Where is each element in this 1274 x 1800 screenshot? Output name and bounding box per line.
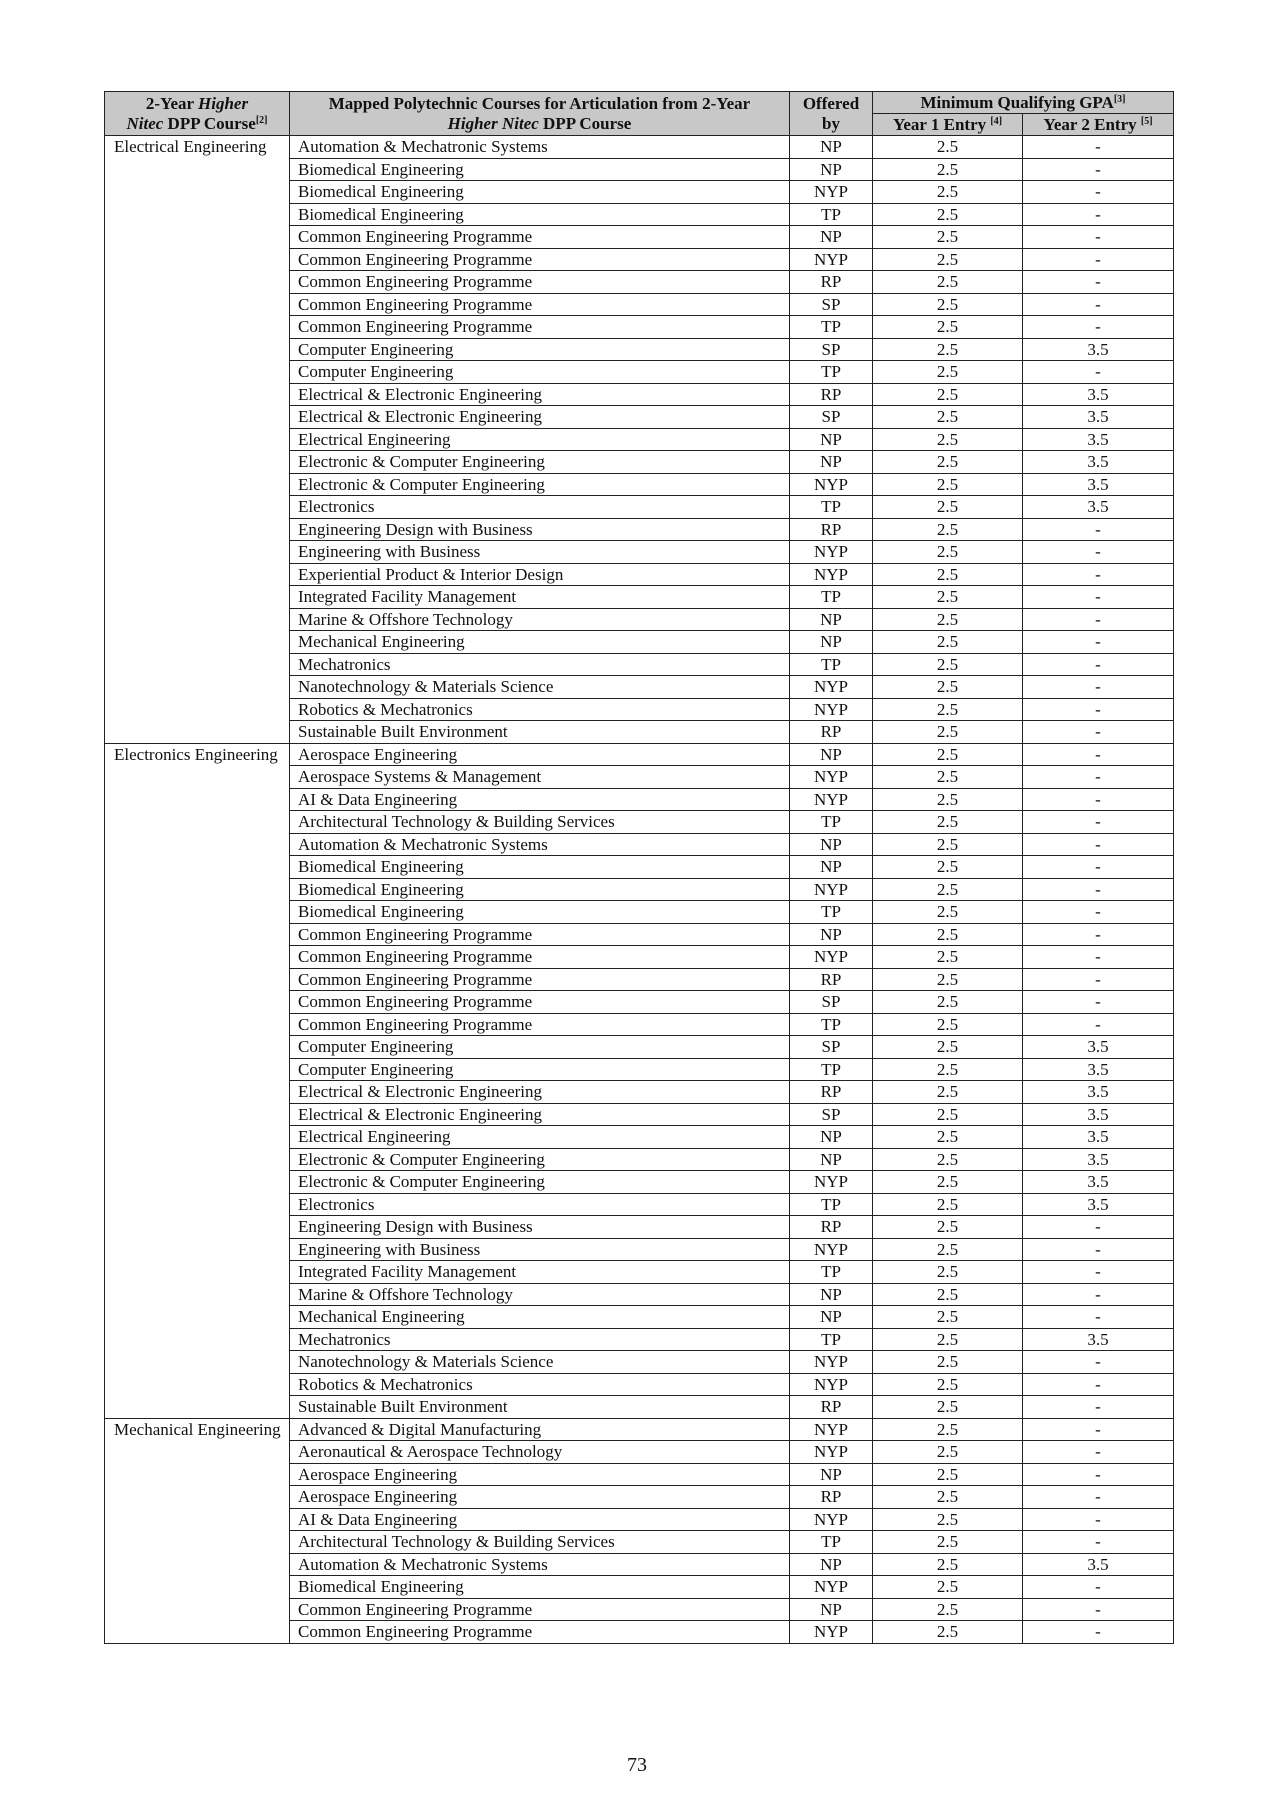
year1-gpa-cell: 2.5 [873,496,1023,519]
year1-gpa-cell: 2.5 [873,1508,1023,1531]
offered-by-cell: NP [790,226,873,249]
mapped-course-cell: Mechatronics [290,653,790,676]
offered-by-cell: NP [790,923,873,946]
offered-by-cell: NYP [790,1238,873,1261]
mapped-course-cell: Electrical & Electronic Engineering [290,1103,790,1126]
year2-gpa-cell: - [1023,1508,1174,1531]
year2-gpa-cell: - [1023,1216,1174,1239]
year1-gpa-cell: 2.5 [873,1283,1023,1306]
offered-by-cell: TP [790,361,873,384]
dpp-course-cell: Electronics Engineering [105,743,290,1418]
year1-gpa-cell: 2.5 [873,833,1023,856]
year1-gpa-cell: 2.5 [873,293,1023,316]
year1-gpa-cell: 2.5 [873,563,1023,586]
offered-by-cell: SP [790,1103,873,1126]
offered-by-cell: TP [790,1261,873,1284]
year1-gpa-cell: 2.5 [873,856,1023,879]
mapped-course-cell: Common Engineering Programme [290,1621,790,1644]
year2-gpa-cell: - [1023,1531,1174,1554]
year1-gpa-cell: 2.5 [873,901,1023,924]
offered-by-cell: NP [790,743,873,766]
year1-gpa-cell: 2.5 [873,473,1023,496]
table-row [105,136,1174,159]
mapped-course-cell: Common Engineering Programme [290,226,790,249]
offered-by-cell: NP [790,833,873,856]
year2-gpa-cell: 3.5 [1023,451,1174,474]
offered-by-cell: RP [790,271,873,294]
mapped-course-cell: Architectural Technology & Building Services [290,811,790,834]
year2-gpa-cell: 3.5 [1023,1058,1174,1081]
mapped-course-cell: Electronic & Computer Engineering [290,1148,790,1171]
year2-gpa-cell: - [1023,1441,1174,1464]
mapped-course-cell: Marine & Offshore Technology [290,608,790,631]
year1-gpa-cell: 2.5 [873,1216,1023,1239]
offered-by-cell: NP [790,1148,873,1171]
year1-gpa-cell: 2.5 [873,338,1023,361]
year2-gpa-cell: 3.5 [1023,1036,1174,1059]
mapped-course-cell: Automation & Mechatronic Systems [290,136,790,159]
mapped-course-cell: Engineering Design with Business [290,518,790,541]
mapped-course-cell: Computer Engineering [290,338,790,361]
offered-by-cell: NYP [790,676,873,699]
offered-by-cell: RP [790,1396,873,1419]
year2-gpa-cell: - [1023,878,1174,901]
offered-by-cell: NYP [790,248,873,271]
offered-by-cell: NP [790,1306,873,1329]
mapped-course-cell: Common Engineering Programme [290,1598,790,1621]
year2-gpa-cell: - [1023,293,1174,316]
year2-gpa-cell: - [1023,361,1174,384]
mapped-course-cell: Sustainable Built Environment [290,1396,790,1419]
mapped-course-cell: Aerospace Systems & Management [290,766,790,789]
year1-gpa-cell: 2.5 [873,1531,1023,1554]
year1-gpa-cell: 2.5 [873,1486,1023,1509]
year2-gpa-cell: - [1023,1396,1174,1419]
mapped-course-cell: Biomedical Engineering [290,1576,790,1599]
mapped-course-cell: Aeronautical & Aerospace Technology [290,1441,790,1464]
offered-by-cell: NP [790,1283,873,1306]
offered-by-cell: RP [790,1486,873,1509]
year2-gpa-cell: - [1023,136,1174,159]
year2-gpa-cell: - [1023,968,1174,991]
mapped-course-cell: Biomedical Engineering [290,203,790,226]
offered-by-cell: TP [790,1531,873,1554]
year2-gpa-cell: - [1023,1486,1174,1509]
offered-by-cell: NP [790,631,873,654]
year2-gpa-cell: 3.5 [1023,473,1174,496]
year1-gpa-cell: 2.5 [873,181,1023,204]
table-row [105,743,1174,766]
offered-by-cell: SP [790,406,873,429]
year1-gpa-cell: 2.5 [873,518,1023,541]
header-offered-by: Offered by [790,92,873,136]
year1-gpa-cell: 2.5 [873,136,1023,159]
year2-gpa-cell: - [1023,1373,1174,1396]
offered-by-cell: NP [790,856,873,879]
mapped-course-cell: Electrical Engineering [290,428,790,451]
dpp-course-cell: Electrical Engineering [105,136,290,744]
offered-by-cell: SP [790,338,873,361]
mapped-course-cell: Biomedical Engineering [290,158,790,181]
mapped-course-cell: Architectural Technology & Building Services [290,1531,790,1554]
offered-by-cell: SP [790,1036,873,1059]
year2-gpa-cell: 3.5 [1023,1148,1174,1171]
mapped-course-cell: Electronic & Computer Engineering [290,473,790,496]
year1-gpa-cell: 2.5 [873,1441,1023,1464]
mapped-course-cell: Engineering with Business [290,1238,790,1261]
mapped-course-cell: Mechanical Engineering [290,1306,790,1329]
offered-by-cell: NP [790,158,873,181]
year2-gpa-cell: - [1023,203,1174,226]
year2-gpa-cell: - [1023,316,1174,339]
year1-gpa-cell: 2.5 [873,271,1023,294]
mapped-course-cell: Robotics & Mechatronics [290,1373,790,1396]
header-mapped-courses: Mapped Polytechnic Courses for Articulation from 2-Year Higher Nitec DPP Course [290,92,790,136]
year1-gpa-cell: 2.5 [873,316,1023,339]
year1-gpa-cell: 2.5 [873,1013,1023,1036]
mapped-course-cell: Biomedical Engineering [290,901,790,924]
mapped-course-cell: Common Engineering Programme [290,316,790,339]
mapped-course-cell: Common Engineering Programme [290,293,790,316]
year1-gpa-cell: 2.5 [873,361,1023,384]
year1-gpa-cell: 2.5 [873,631,1023,654]
year1-gpa-cell: 2.5 [873,586,1023,609]
offered-by-cell: TP [790,586,873,609]
offered-by-cell: SP [790,991,873,1014]
mapped-course-cell: Aerospace Engineering [290,1463,790,1486]
year2-gpa-cell: - [1023,653,1174,676]
offered-by-cell: NYP [790,541,873,564]
mapped-course-cell: Computer Engineering [290,361,790,384]
year1-gpa-cell: 2.5 [873,1351,1023,1374]
mapped-course-cell: Biomedical Engineering [290,181,790,204]
mapped-course-cell: Electronics [290,496,790,519]
year1-gpa-cell: 2.5 [873,1171,1023,1194]
year1-gpa-cell: 2.5 [873,991,1023,1014]
year2-gpa-cell: - [1023,676,1174,699]
year1-gpa-cell: 2.5 [873,203,1023,226]
mapped-course-cell: Computer Engineering [290,1036,790,1059]
year1-gpa-cell: 2.5 [873,878,1023,901]
offered-by-cell: NP [790,428,873,451]
year2-gpa-cell: - [1023,1238,1174,1261]
year2-gpa-cell: - [1023,698,1174,721]
offered-by-cell: NYP [790,788,873,811]
year2-gpa-cell: - [1023,721,1174,744]
mapped-course-cell: Electrical & Electronic Engineering [290,383,790,406]
year1-gpa-cell: 2.5 [873,1306,1023,1329]
year2-gpa-cell: - [1023,1306,1174,1329]
mapped-course-cell: Electrical & Electronic Engineering [290,1081,790,1104]
year1-gpa-cell: 2.5 [873,1081,1023,1104]
offered-by-cell: SP [790,293,873,316]
year1-gpa-cell: 2.5 [873,1261,1023,1284]
year2-gpa-cell: 3.5 [1023,1126,1174,1149]
year1-gpa-cell: 2.5 [873,1193,1023,1216]
mapped-course-cell: Common Engineering Programme [290,248,790,271]
offered-by-cell: NP [790,1598,873,1621]
year1-gpa-cell: 2.5 [873,968,1023,991]
offered-by-cell: NP [790,608,873,631]
year2-gpa-cell: - [1023,1463,1174,1486]
mapped-course-cell: Common Engineering Programme [290,1013,790,1036]
year1-gpa-cell: 2.5 [873,1621,1023,1644]
mapped-course-cell: Experiential Product & Interior Design [290,563,790,586]
year2-gpa-cell: 3.5 [1023,1553,1174,1576]
offered-by-cell: TP [790,1058,873,1081]
mapped-course-cell: Aerospace Engineering [290,743,790,766]
year2-gpa-cell: - [1023,946,1174,969]
year1-gpa-cell: 2.5 [873,1328,1023,1351]
offered-by-cell: NYP [790,1508,873,1531]
page-number: 73 [627,1754,647,1776]
year1-gpa-cell: 2.5 [873,1238,1023,1261]
mapped-course-cell: Biomedical Engineering [290,856,790,879]
offered-by-cell: RP [790,1081,873,1104]
mapped-course-cell: Common Engineering Programme [290,991,790,1014]
mapped-course-cell: Sustainable Built Environment [290,721,790,744]
mapped-course-cell: Engineering Design with Business [290,1216,790,1239]
year1-gpa-cell: 2.5 [873,1418,1023,1441]
year2-gpa-cell: - [1023,271,1174,294]
year2-gpa-cell: - [1023,833,1174,856]
year2-gpa-cell: - [1023,811,1174,834]
offered-by-cell: RP [790,721,873,744]
offered-by-cell: RP [790,518,873,541]
year2-gpa-cell: - [1023,923,1174,946]
mapped-course-cell: Integrated Facility Management [290,586,790,609]
year1-gpa-cell: 2.5 [873,226,1023,249]
year2-gpa-cell: 3.5 [1023,1171,1174,1194]
offered-by-cell: NP [790,451,873,474]
year2-gpa-cell: 3.5 [1023,1193,1174,1216]
header-year2-entry: Year 2 Entry [5] [1023,114,1174,136]
year1-gpa-cell: 2.5 [873,451,1023,474]
mapped-course-cell: Common Engineering Programme [290,923,790,946]
year2-gpa-cell: - [1023,1351,1174,1374]
offered-by-cell: TP [790,203,873,226]
header-dpp-course: 2-Year Higher Nitec DPP Course[2] [105,92,290,136]
year1-gpa-cell: 2.5 [873,1148,1023,1171]
year2-gpa-cell: 3.5 [1023,338,1174,361]
year1-gpa-cell: 2.5 [873,1598,1023,1621]
year2-gpa-cell: - [1023,226,1174,249]
year2-gpa-cell: 3.5 [1023,406,1174,429]
year2-gpa-cell: 3.5 [1023,496,1174,519]
offered-by-cell: NYP [790,766,873,789]
offered-by-cell: TP [790,811,873,834]
year1-gpa-cell: 2.5 [873,653,1023,676]
table-body [105,136,1174,1644]
year2-gpa-cell: - [1023,181,1174,204]
offered-by-cell: NYP [790,1441,873,1464]
offered-by-cell: NYP [790,181,873,204]
year1-gpa-cell: 2.5 [873,1058,1023,1081]
year2-gpa-cell: 3.5 [1023,1328,1174,1351]
offered-by-cell: TP [790,1013,873,1036]
offered-by-cell: TP [790,1193,873,1216]
offered-by-cell: NP [790,1463,873,1486]
year1-gpa-cell: 2.5 [873,946,1023,969]
year1-gpa-cell: 2.5 [873,1373,1023,1396]
year1-gpa-cell: 2.5 [873,406,1023,429]
mapped-course-cell: Mechanical Engineering [290,631,790,654]
year1-gpa-cell: 2.5 [873,923,1023,946]
year2-gpa-cell: - [1023,1283,1174,1306]
mapped-course-cell: Electrical & Electronic Engineering [290,406,790,429]
mapped-course-cell: Aerospace Engineering [290,1486,790,1509]
year1-gpa-cell: 2.5 [873,1103,1023,1126]
year1-gpa-cell: 2.5 [873,428,1023,451]
mapped-course-cell: Mechatronics [290,1328,790,1351]
year2-gpa-cell: - [1023,158,1174,181]
year2-gpa-cell: - [1023,1598,1174,1621]
offered-by-cell: NYP [790,698,873,721]
year1-gpa-cell: 2.5 [873,1553,1023,1576]
year1-gpa-cell: 2.5 [873,608,1023,631]
year1-gpa-cell: 2.5 [873,1036,1023,1059]
offered-by-cell: NYP [790,946,873,969]
year2-gpa-cell: - [1023,518,1174,541]
offered-by-cell: NP [790,136,873,159]
year1-gpa-cell: 2.5 [873,1463,1023,1486]
year2-gpa-cell: - [1023,766,1174,789]
mapped-course-cell: Engineering with Business [290,541,790,564]
year1-gpa-cell: 2.5 [873,698,1023,721]
year1-gpa-cell: 2.5 [873,541,1023,564]
offered-by-cell: NYP [790,1418,873,1441]
mapped-course-cell: Integrated Facility Management [290,1261,790,1284]
year2-gpa-cell: - [1023,1013,1174,1036]
offered-by-cell: TP [790,901,873,924]
year2-gpa-cell: - [1023,541,1174,564]
year1-gpa-cell: 2.5 [873,248,1023,271]
year2-gpa-cell: - [1023,563,1174,586]
year1-gpa-cell: 2.5 [873,721,1023,744]
year1-gpa-cell: 2.5 [873,766,1023,789]
year2-gpa-cell: - [1023,1418,1174,1441]
year1-gpa-cell: 2.5 [873,676,1023,699]
offered-by-cell: NYP [790,1351,873,1374]
year1-gpa-cell: 2.5 [873,158,1023,181]
mapped-course-cell: Biomedical Engineering [290,878,790,901]
year2-gpa-cell: - [1023,1621,1174,1644]
offered-by-cell: RP [790,968,873,991]
year1-gpa-cell: 2.5 [873,383,1023,406]
year2-gpa-cell: 3.5 [1023,428,1174,451]
year2-gpa-cell: - [1023,631,1174,654]
mapped-course-cell: Common Engineering Programme [290,946,790,969]
year2-gpa-cell: 3.5 [1023,383,1174,406]
offered-by-cell: NYP [790,1621,873,1644]
mapped-course-cell: AI & Data Engineering [290,1508,790,1531]
year1-gpa-cell: 2.5 [873,811,1023,834]
offered-by-cell: TP [790,1328,873,1351]
offered-by-cell: RP [790,1216,873,1239]
offered-by-cell: NP [790,1553,873,1576]
mapped-course-cell: Computer Engineering [290,1058,790,1081]
mapped-course-cell: Automation & Mechatronic Systems [290,833,790,856]
year2-gpa-cell: - [1023,901,1174,924]
articulation-table-container [104,91,1173,1644]
offered-by-cell: NP [790,1126,873,1149]
offered-by-cell: TP [790,653,873,676]
year1-gpa-cell: 2.5 [873,1396,1023,1419]
mapped-course-cell: Common Engineering Programme [290,968,790,991]
offered-by-cell: NYP [790,473,873,496]
year2-gpa-cell: - [1023,743,1174,766]
offered-by-cell: RP [790,383,873,406]
mapped-course-cell: Common Engineering Programme [290,271,790,294]
mapped-course-cell: Advanced & Digital Manufacturing [290,1418,790,1441]
year2-gpa-cell: 3.5 [1023,1081,1174,1104]
mapped-course-cell: Electronic & Computer Engineering [290,451,790,474]
mapped-course-cell: Electrical Engineering [290,1126,790,1149]
offered-by-cell: NYP [790,563,873,586]
offered-by-cell: TP [790,496,873,519]
year2-gpa-cell: - [1023,1576,1174,1599]
year1-gpa-cell: 2.5 [873,788,1023,811]
offered-by-cell: TP [790,316,873,339]
mapped-course-cell: Electronic & Computer Engineering [290,1171,790,1194]
offered-by-cell: NYP [790,878,873,901]
year2-gpa-cell: - [1023,248,1174,271]
table-row [105,1418,1174,1441]
offered-by-cell: NYP [790,1576,873,1599]
year2-gpa-cell: - [1023,991,1174,1014]
year2-gpa-cell: - [1023,586,1174,609]
header-year1-entry: Year 1 Entry [4] [873,114,1023,136]
year1-gpa-cell: 2.5 [873,1576,1023,1599]
offered-by-cell: NYP [790,1373,873,1396]
year2-gpa-cell: - [1023,608,1174,631]
mapped-course-cell: Automation & Mechatronic Systems [290,1553,790,1576]
year2-gpa-cell: - [1023,856,1174,879]
year2-gpa-cell: - [1023,1261,1174,1284]
mapped-course-cell: AI & Data Engineering [290,788,790,811]
year2-gpa-cell: - [1023,788,1174,811]
mapped-course-cell: Nanotechnology & Materials Science [290,1351,790,1374]
mapped-course-cell: Robotics & Mechatronics [290,698,790,721]
mapped-course-cell: Marine & Offshore Technology [290,1283,790,1306]
offered-by-cell: NYP [790,1171,873,1194]
mapped-course-cell: Electronics [290,1193,790,1216]
year1-gpa-cell: 2.5 [873,1126,1023,1149]
dpp-course-cell: Mechanical Engineering [105,1418,290,1643]
year2-gpa-cell: 3.5 [1023,1103,1174,1126]
mapped-course-cell: Nanotechnology & Materials Science [290,676,790,699]
header-row-1 [105,92,1174,114]
year1-gpa-cell: 2.5 [873,743,1023,766]
articulation-table [104,91,1174,1644]
header-min-gpa: Minimum Qualifying GPA[3] [873,92,1174,114]
